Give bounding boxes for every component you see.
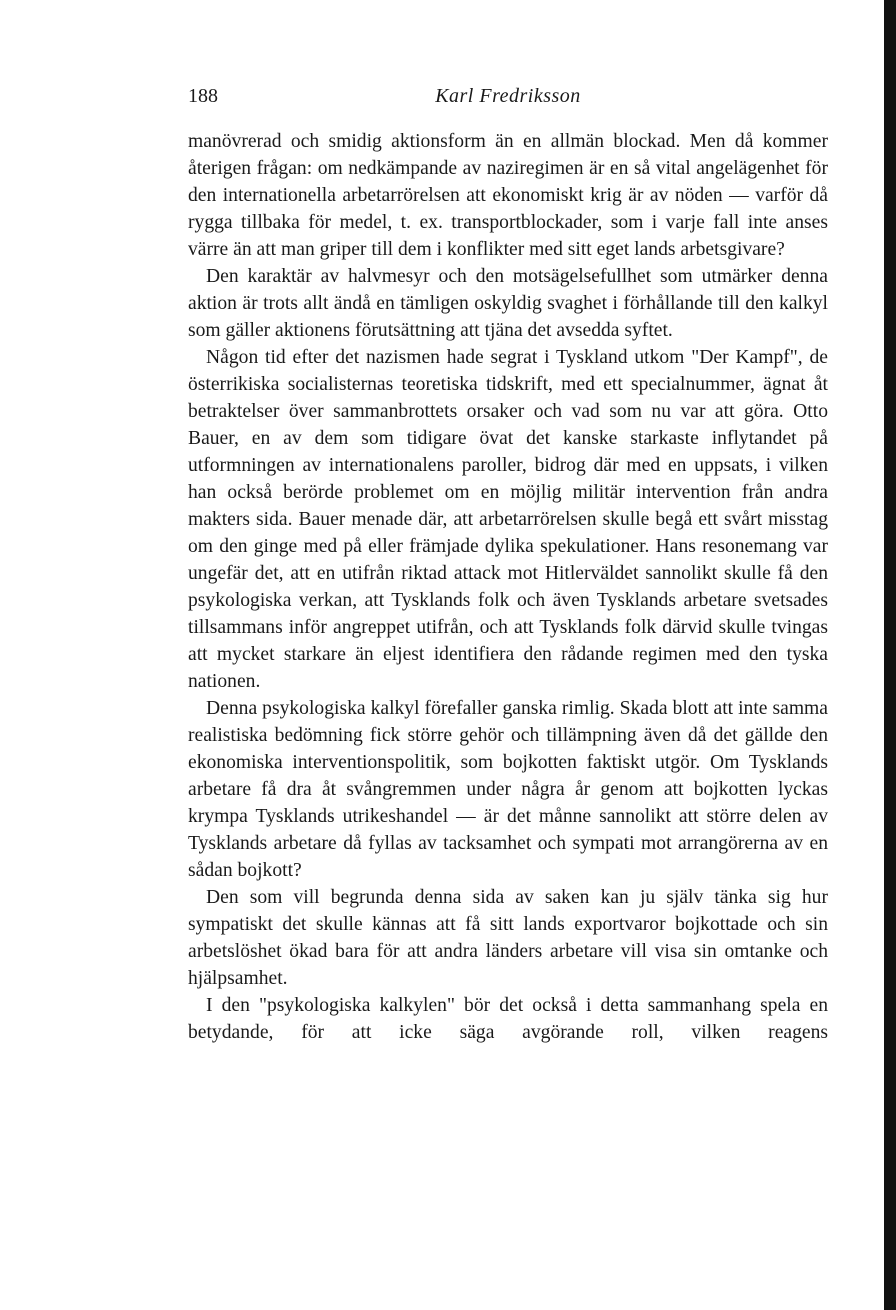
paragraph-1: manövrerad och smidig aktionsform än en allmän blockad. Men då kommer återigen frågan: om nedkämpande av naziregimen är en så vital angelägenhet för den internationella arbetarrörelsen att ekonomiskt krig är av nöden — varför då rygga tillbaka för medel, t. ex. transportblockader, som i varje fall inte anses värre än att man griper till dem i konflikter med sitt eget lands arbetsgivare?	[188, 131, 828, 260]
body-text	[188, 128, 828, 1046]
page-header	[188, 85, 828, 115]
paragraph-4: Denna psykologiska kalkyl förefaller ganska rimlig. Skada blott att inte samma realistiska bedömning fick större gehör och tillämpning även då det gällde den ekonomiska interventionspolitik, som bojkotten faktiskt utgör. Om Tysklands arbetare få dra åt svångremmen under några år genom att bojkotten lyckas krympa Tysklands utrikeshandel — är det månne sannolikt att större delen av Tysklands arbetare då fyllas av tacksamhet och sympati mot arrangörerna av en sådan bojkott?	[188, 698, 828, 881]
paragraph-6: I den "psykologiska kalkylen" bör det också i detta sammanhang spela en betydande, för att icke säga avgörande roll, vilken reagens	[188, 995, 828, 1043]
paragraph-5: Den som vill begrunda denna sida av saken kan ju själv tänka sig hur sympatiskt det skulle kännas att få sitt lands exportvaror bojkottade och sin arbetslöshet ökad bara för att andra länders arbetare vill visa sin omtanke och hjälpsamhet.	[188, 887, 828, 989]
running-head: Karl Fredriksson	[435, 85, 581, 107]
scan-edge-shadow	[884, 0, 896, 1310]
paragraph-3: Någon tid efter det nazismen hade segrat i Tyskland utkom "Der Kampf", de österrikiska socialisternas teoretiska tidskrift, med ett specialnummer, ägnat åt betraktelser över sammanbrottets orsaker och vad som nu var att göra. Otto Bauer, en av dem som tidigare övat det kanske starkaste inflytandet på utformningen av internationalens paroller, bidrog där med en uppsats, i vilken han också berörde problemet om en möjlig militär intervention från andra makters sida. Bauer menade där, att arbetarrörelsen skulle begå ett svårt misstag om den ginge med på eller främjade dylika spekulationer. Hans resonemang var ungefär det, att en utifrån riktad attack mot Hitlerväldet sannolikt skulle få den psykologiska verkan, att Tysklands folk och även Tysklands arbetare svetsades tillsammans inför angreppet utifrån, och att Tysklands folk därvid skulle tvingas att mycket starkare än eljest identifiera den rådande regimen med den tyska nationen.	[188, 347, 828, 692]
paragraph-2: Den karaktär av halvmesyr och den motsägelsefullhet som utmärker denna aktion är trots allt ändå en tämligen oskyldig svaghet i förhållande till den kalkyl som gäller aktionens förutsättning att tjäna det avsedda syftet.	[188, 266, 828, 341]
page-number: 188	[188, 85, 218, 107]
